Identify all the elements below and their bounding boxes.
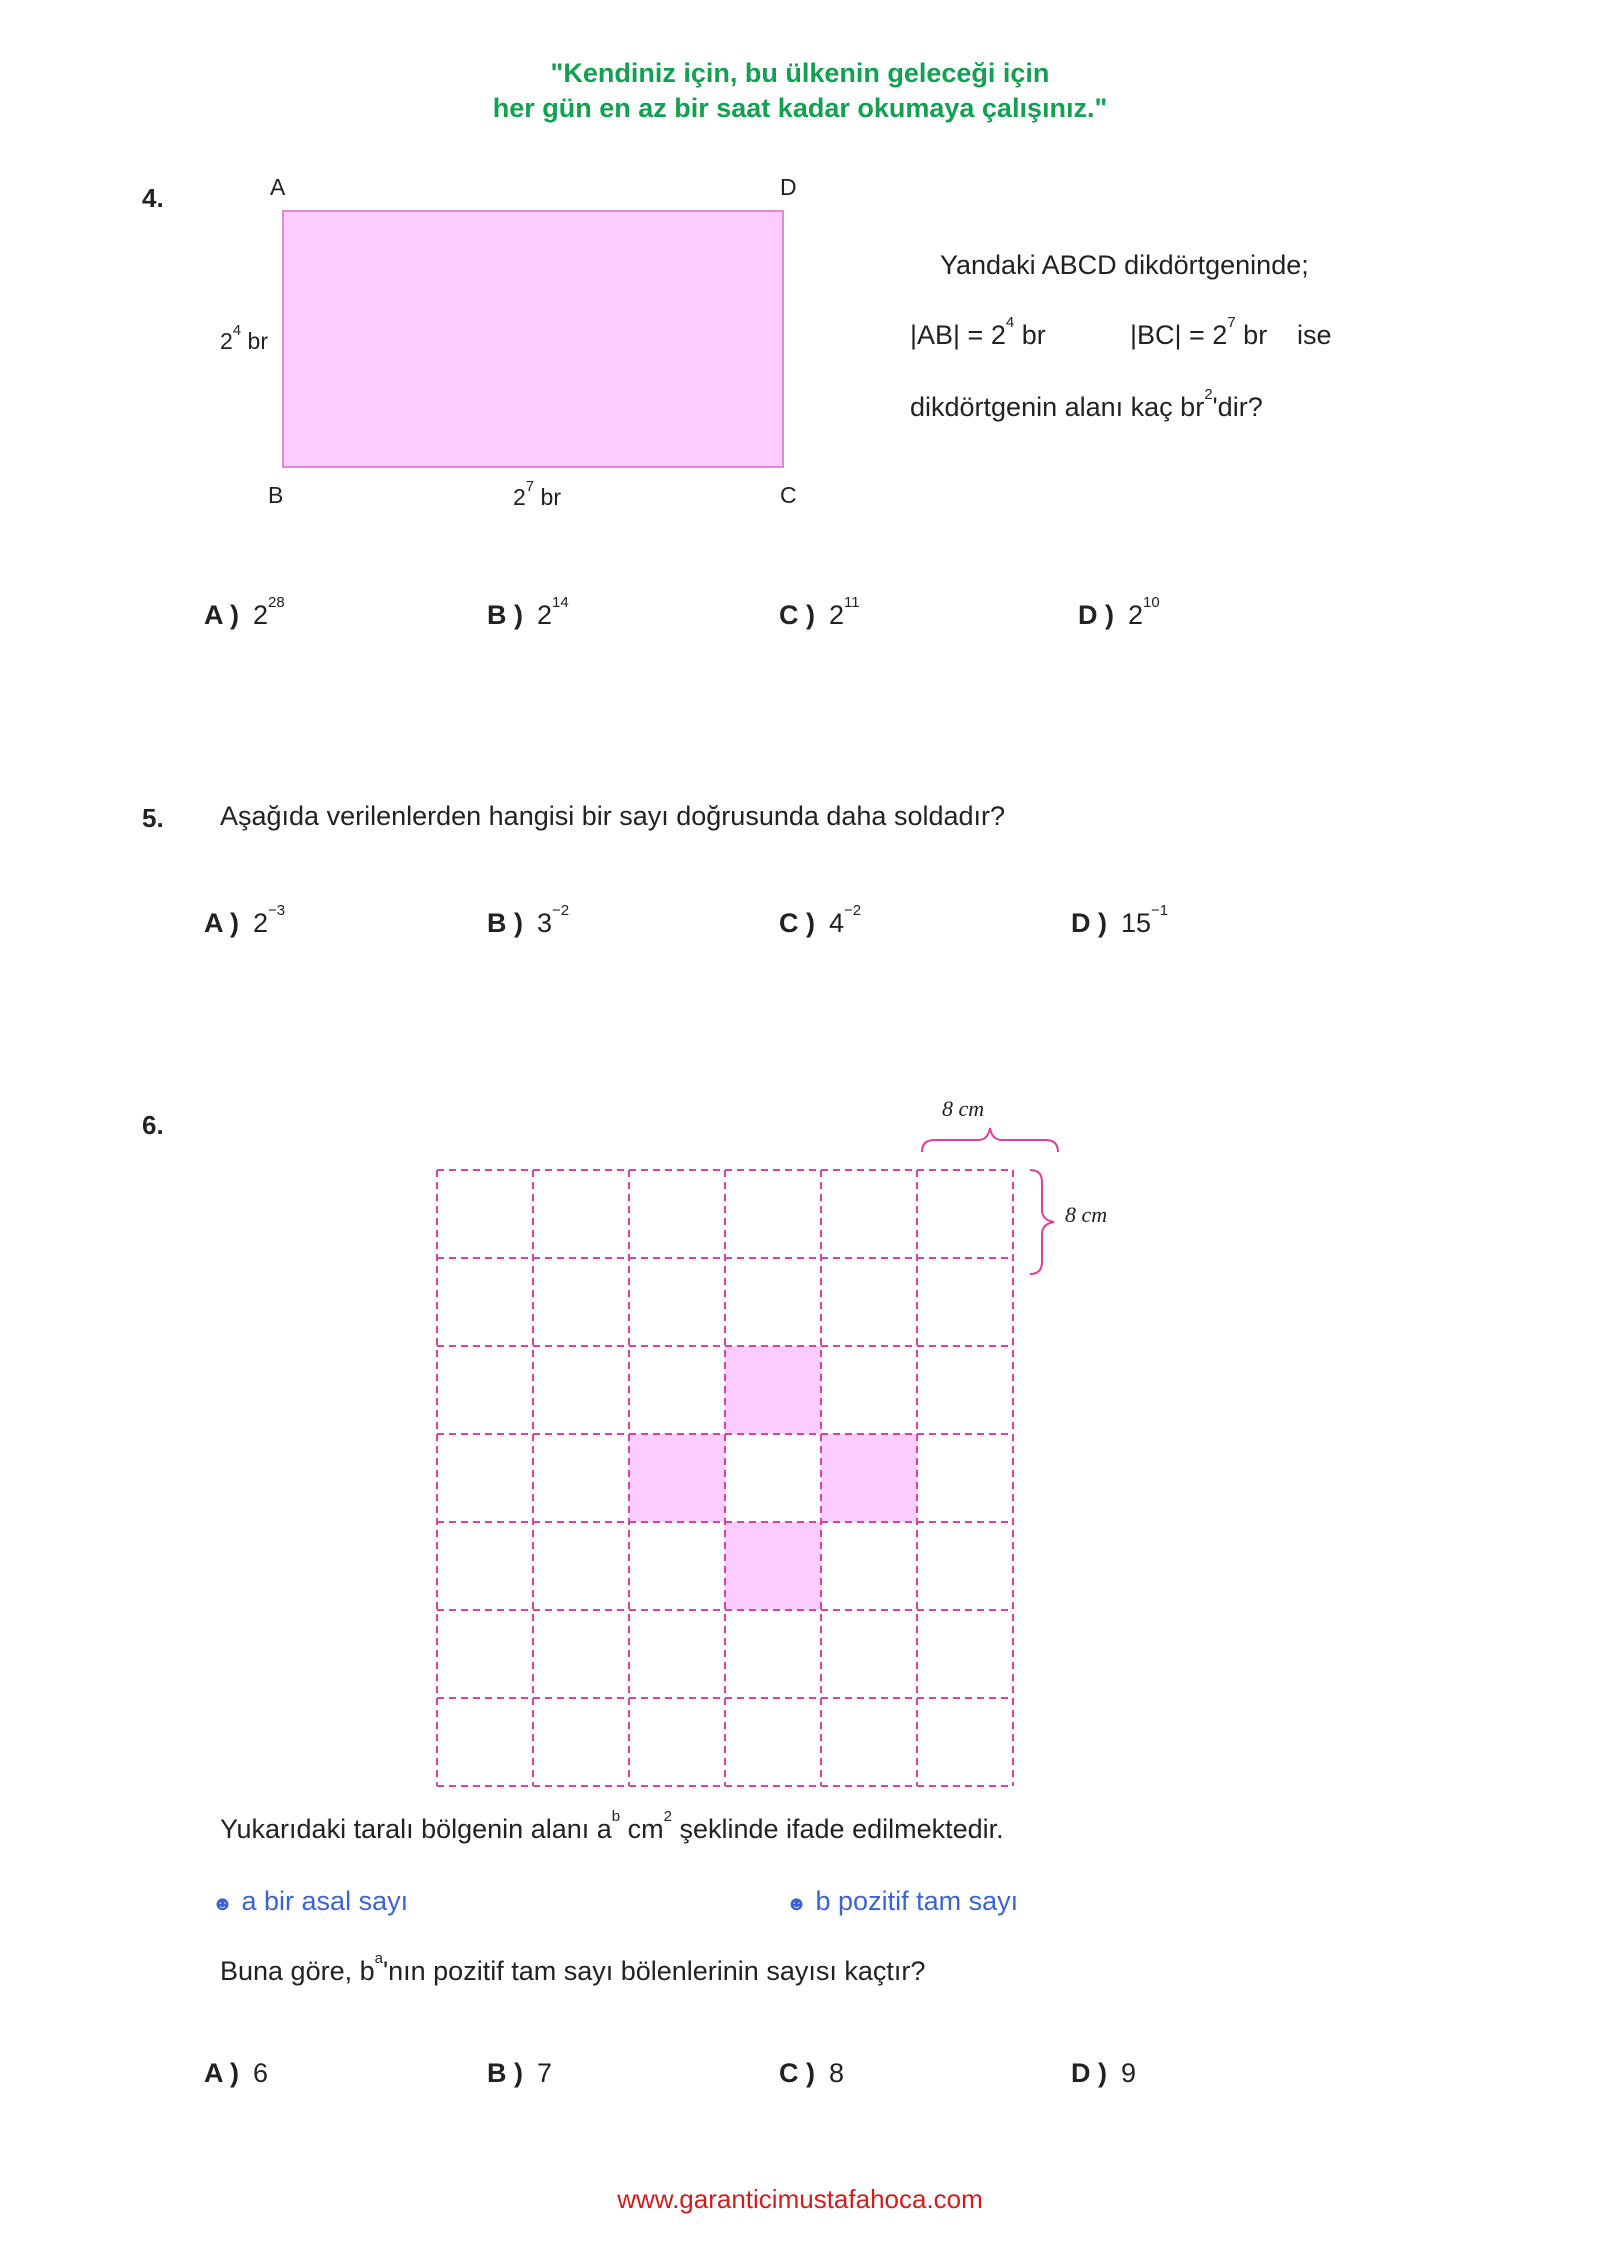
side-dimension-label: 8 cm <box>1065 1202 1108 1227</box>
q6-option-d[interactable]: D ) 9 <box>1071 2058 1137 2088</box>
smiley-icon: ☻ <box>786 1893 808 1915</box>
bullet-item-a: ☻ a bir asal sayı <box>212 1886 409 1916</box>
question-6-ask: Buna göre, $b^a'nın$ pozitif tam sayı bölenlerinin sayısı kaçtır? <box>220 1950 926 1986</box>
footer-url[interactable]: www.garanticimustafahoca.com <box>617 2184 983 2214</box>
top-brace <box>922 1128 1058 1152</box>
side-ab-label: $2^4$ br <box>220 322 268 354</box>
side-brace <box>1030 1170 1054 1274</box>
q5-option-d[interactable]: D ) $15^{-1}$ <box>1071 902 1169 938</box>
q4-option-a[interactable]: A ) $2^{28}$ <box>204 594 285 630</box>
vertex-a-label: A <box>270 174 286 200</box>
quote-line-2: her gün en az bir saat kadar okumaya çalışınız." <box>492 93 1108 123</box>
q5-option-c[interactable]: C ) $4^{-2}$ <box>779 902 862 938</box>
bc-length: $|BC| = 2^7$ br <box>1130 314 1268 350</box>
q5-option-a[interactable]: A ) $2^{-3}$ <box>204 902 286 938</box>
ab-length: $|AB| = 2^4$ br <box>910 314 1046 350</box>
shaded-cell <box>629 1434 725 1522</box>
top-dimension-label: 8 cm <box>942 1096 985 1121</box>
shaded-cell <box>821 1434 917 1522</box>
question-5-number: 5. <box>142 803 164 833</box>
q4-option-d[interactable]: D ) $2^{10}$ <box>1078 594 1160 630</box>
bullet-item-b: ☻ b pozitif tam sayı <box>786 1886 1019 1916</box>
vertex-d-label: D <box>780 174 797 200</box>
question-5-text: Aşağıda verilenlerden hangisi bir sayı doğrusunda daha soldadır? <box>220 801 1006 831</box>
question-6-number: 6. <box>142 1110 164 1140</box>
vertex-b-label: B <box>268 482 284 508</box>
q4-option-c[interactable]: C ) $2^{11}$ <box>779 594 860 630</box>
q6-option-a[interactable]: A ) 6 <box>204 2058 269 2088</box>
q4-option-b[interactable]: B ) $2^{14}$ <box>487 594 569 630</box>
question-4-intro: Yandaki ABCD dikdörtgeninde; <box>940 250 1309 280</box>
question-4-ask: dikdörtgenin alanı kaç $br^2'dir$? <box>910 386 1263 422</box>
question-4-number: 4. <box>142 183 164 213</box>
shaded-cell <box>725 1522 821 1610</box>
question-6-statement: Yukarıdaki taralı bölgenin alanı $a^b$ $cm^2$ şeklinde ifade edilmektedir. <box>220 1808 1004 1844</box>
q6-option-b[interactable]: B ) 7 <box>487 2058 553 2088</box>
grid-cells <box>629 1346 917 1610</box>
grid-figure <box>420 1090 1140 1800</box>
quote-line-1: "Kendiniz için, bu ülkenin geleceği için <box>550 58 1050 88</box>
side-bc-label: $2^7$ br <box>513 478 561 510</box>
smiley-icon: ☻ <box>212 1893 234 1915</box>
ise-word: ise <box>1297 320 1332 350</box>
rectangle-abcd <box>282 210 784 468</box>
shaded-cell <box>725 1346 821 1434</box>
q6-option-c[interactable]: C ) 8 <box>779 2058 845 2088</box>
q5-option-b[interactable]: B ) $3^{-2}$ <box>487 902 570 938</box>
vertex-c-label: C <box>780 482 797 508</box>
